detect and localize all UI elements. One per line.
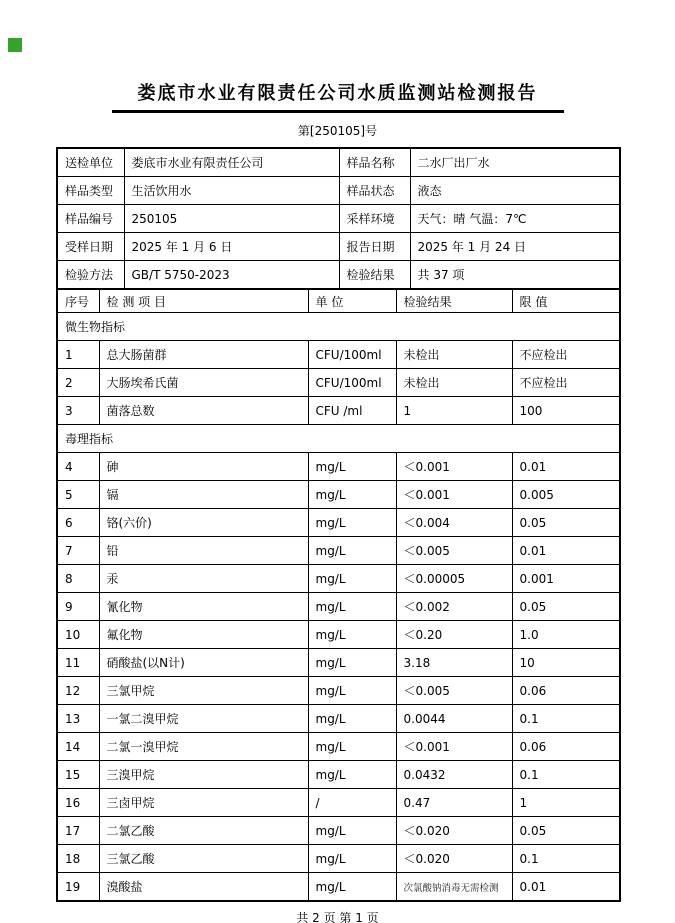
- info-value-right: 2025 年 1 月 24 日: [410, 233, 620, 261]
- cell-limit: 0.05: [512, 593, 620, 621]
- cell-limit: 不应检出: [512, 341, 620, 369]
- info-label-left: 样品类型: [57, 177, 124, 205]
- cell-limit: 0.05: [512, 509, 620, 537]
- cell-result: ＜0.005: [396, 537, 512, 565]
- cell-result: ＜0.001: [396, 733, 512, 761]
- section-row: [57, 313, 620, 341]
- info-value-left: 娄底市水业有限责任公司: [124, 148, 339, 177]
- cell-limit: 0.01: [512, 453, 620, 481]
- info-value-right: 液态: [410, 177, 620, 205]
- cell-result: 0.0044: [396, 705, 512, 733]
- info-row: [57, 233, 620, 261]
- info-value-right: 天气：晴 气温：7℃: [410, 205, 620, 233]
- cell-result: 1: [396, 397, 512, 425]
- cell-result: ＜0.00005: [396, 565, 512, 593]
- results-column-header: 检验结果: [396, 289, 512, 313]
- cell-no: 4: [57, 453, 99, 481]
- cell-limit: 1: [512, 789, 620, 817]
- cell-limit: 100: [512, 397, 620, 425]
- cell-no: 2: [57, 369, 99, 397]
- section-label: 微生物指标: [57, 313, 620, 341]
- info-value-left: 生活饮用水: [124, 177, 339, 205]
- cell-item: 二氯一溴甲烷: [99, 733, 308, 761]
- cell-result: 0.0432: [396, 761, 512, 789]
- cell-unit: mg/L: [308, 593, 396, 621]
- info-label-right: 采样环境: [339, 205, 410, 233]
- cell-no: 6: [57, 509, 99, 537]
- cell-unit: mg/L: [308, 453, 396, 481]
- cell-result: 未检出: [396, 369, 512, 397]
- info-label-left: 样品编号: [57, 205, 124, 233]
- result-row: [57, 565, 620, 593]
- cell-limit: 0.05: [512, 817, 620, 845]
- green-marker: [8, 38, 22, 52]
- cell-item: 镉: [99, 481, 308, 509]
- cell-unit: CFU/100ml: [308, 369, 396, 397]
- cell-no: 7: [57, 537, 99, 565]
- result-row: [57, 341, 620, 369]
- results-header-row: [57, 289, 620, 313]
- info-value-left: 250105: [124, 205, 339, 233]
- cell-limit: 0.001: [512, 565, 620, 593]
- cell-limit: 0.06: [512, 677, 620, 705]
- cell-no: 18: [57, 845, 99, 873]
- cell-result: ＜0.020: [396, 817, 512, 845]
- info-label-right: 检验结果: [339, 261, 410, 290]
- cell-unit: mg/L: [308, 761, 396, 789]
- info-value-left: GB/T 5750-2023: [124, 261, 339, 290]
- info-label-right: 报告日期: [339, 233, 410, 261]
- info-row: [57, 205, 620, 233]
- cell-no: 8: [57, 565, 99, 593]
- cell-item: 三卤甲烷: [99, 789, 308, 817]
- cell-item: 一氯二溴甲烷: [99, 705, 308, 733]
- section-row: [57, 425, 620, 453]
- report-number: 第[250105]号: [297, 124, 378, 138]
- info-label-left: 检验方法: [57, 261, 124, 290]
- results-column-header: 序号: [57, 289, 99, 313]
- result-row: [57, 677, 620, 705]
- cell-result: ＜0.001: [396, 453, 512, 481]
- cell-item: 汞: [99, 565, 308, 593]
- cell-result: 次氯酸钠消毒无需检测: [396, 873, 512, 902]
- cell-result: ＜0.20: [396, 621, 512, 649]
- cell-unit: mg/L: [308, 733, 396, 761]
- cell-item: 硝酸盐(以N计): [99, 649, 308, 677]
- cell-item: 氰化物: [99, 593, 308, 621]
- cell-item: 铅: [99, 537, 308, 565]
- result-row: [57, 733, 620, 761]
- cell-unit: /: [308, 789, 396, 817]
- cell-result: 3.18: [396, 649, 512, 677]
- result-row: [57, 593, 620, 621]
- cell-item: 三溴甲烷: [99, 761, 308, 789]
- cell-unit: mg/L: [308, 509, 396, 537]
- cell-result: 未检出: [396, 341, 512, 369]
- page-footer: 共 2 页 第 1 页: [296, 911, 379, 923]
- cell-no: 15: [57, 761, 99, 789]
- cell-unit: mg/L: [308, 845, 396, 873]
- cell-result: ＜0.004: [396, 509, 512, 537]
- cell-limit: 0.005: [512, 481, 620, 509]
- cell-no: 19: [57, 873, 99, 902]
- cell-limit: 0.1: [512, 845, 620, 873]
- cell-unit: mg/L: [308, 621, 396, 649]
- cell-limit: 0.01: [512, 537, 620, 565]
- cell-result: ＜0.005: [396, 677, 512, 705]
- cell-limit: 0.01: [512, 873, 620, 902]
- cell-unit: mg/L: [308, 565, 396, 593]
- result-row: [57, 817, 620, 845]
- result-row: [57, 705, 620, 733]
- cell-item: 铬(六价): [99, 509, 308, 537]
- cell-item: 总大肠菌群: [99, 341, 308, 369]
- cell-item: 大肠埃希氏菌: [99, 369, 308, 397]
- result-row: [57, 453, 620, 481]
- result-row: [57, 481, 620, 509]
- results-column-header: 限 值: [512, 289, 620, 313]
- cell-item: 溴酸盐: [99, 873, 308, 902]
- cell-no: 17: [57, 817, 99, 845]
- cell-no: 1: [57, 341, 99, 369]
- result-row: [57, 649, 620, 677]
- result-row: [57, 789, 620, 817]
- info-label-left: 送检单位: [57, 148, 124, 177]
- cell-item: 菌落总数: [99, 397, 308, 425]
- cell-unit: CFU/100ml: [308, 341, 396, 369]
- cell-unit: mg/L: [308, 677, 396, 705]
- cell-item: 砷: [99, 453, 308, 481]
- info-row: [57, 148, 620, 177]
- results-table: [56, 288, 621, 902]
- cell-no: 5: [57, 481, 99, 509]
- cell-limit: 0.06: [512, 733, 620, 761]
- info-value-right: 共 37 项: [410, 261, 620, 290]
- cell-item: 二氯乙酸: [99, 817, 308, 845]
- cell-item: 三氯甲烷: [99, 677, 308, 705]
- cell-no: 14: [57, 733, 99, 761]
- result-row: [57, 369, 620, 397]
- cell-unit: CFU /ml: [308, 397, 396, 425]
- result-row: [57, 873, 620, 902]
- result-row: [57, 397, 620, 425]
- results-column-header: 检 测 项 目: [99, 289, 308, 313]
- info-label-right: 样品名称: [339, 148, 410, 177]
- cell-unit: mg/L: [308, 537, 396, 565]
- cell-result: ＜0.020: [396, 845, 512, 873]
- cell-no: 12: [57, 677, 99, 705]
- cell-limit: 1.0: [512, 621, 620, 649]
- page-title: 娄底市水业有限责任公司水质监测站检测报告: [112, 79, 564, 113]
- result-row: [57, 537, 620, 565]
- section-label: 毒理指标: [57, 425, 620, 453]
- cell-unit: mg/L: [308, 649, 396, 677]
- cell-result: 0.47: [396, 789, 512, 817]
- info-value-right: 二水厂出厂水: [410, 148, 620, 177]
- info-label-right: 样品状态: [339, 177, 410, 205]
- info-label-left: 受样日期: [57, 233, 124, 261]
- cell-result: ＜0.002: [396, 593, 512, 621]
- results-column-header: 单 位: [308, 289, 396, 313]
- cell-limit: 不应检出: [512, 369, 620, 397]
- cell-no: 9: [57, 593, 99, 621]
- cell-result: ＜0.001: [396, 481, 512, 509]
- cell-item: 氟化物: [99, 621, 308, 649]
- cell-limit: 0.1: [512, 705, 620, 733]
- cell-no: 10: [57, 621, 99, 649]
- cell-unit: mg/L: [308, 873, 396, 902]
- cell-no: 11: [57, 649, 99, 677]
- sample-info-table: [56, 147, 621, 290]
- cell-unit: mg/L: [308, 817, 396, 845]
- cell-unit: mg/L: [308, 705, 396, 733]
- result-row: [57, 761, 620, 789]
- info-value-left: 2025 年 1 月 6 日: [124, 233, 339, 261]
- cell-no: 13: [57, 705, 99, 733]
- cell-limit: 0.1: [512, 761, 620, 789]
- result-row: [57, 621, 620, 649]
- info-row: [57, 177, 620, 205]
- cell-no: 16: [57, 789, 99, 817]
- cell-limit: 10: [512, 649, 620, 677]
- tables-block: [56, 147, 619, 902]
- info-row: [57, 261, 620, 290]
- result-row: [57, 845, 620, 873]
- cell-no: 3: [57, 397, 99, 425]
- cell-unit: mg/L: [308, 481, 396, 509]
- cell-item: 三氯乙酸: [99, 845, 308, 873]
- title-block: [0, 0, 675, 113]
- result-row: [57, 509, 620, 537]
